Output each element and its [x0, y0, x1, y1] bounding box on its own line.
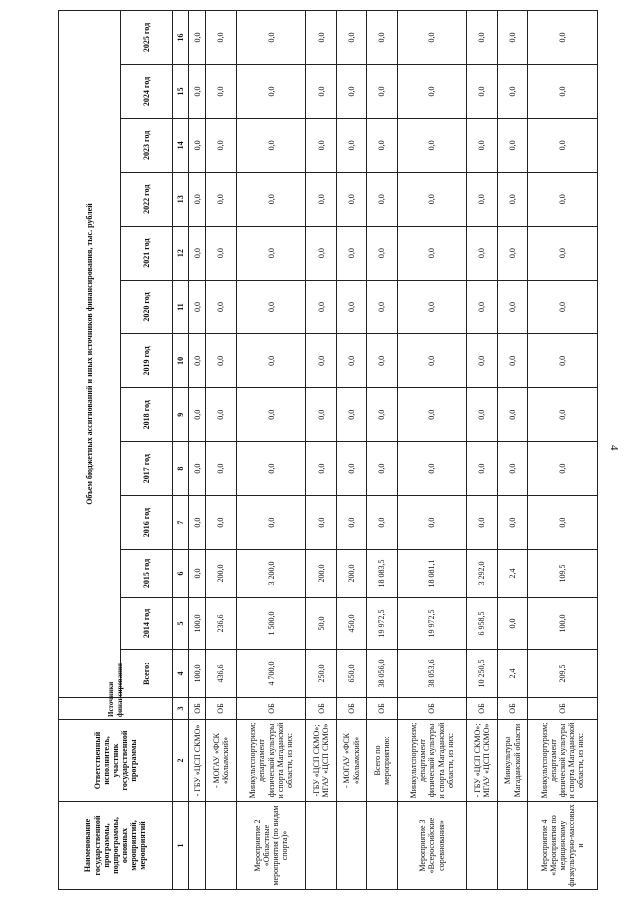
row-value: 10 250,5 — [467, 650, 497, 698]
row-value: 0,0 — [497, 11, 527, 65]
row-value: 1 500,0 — [236, 598, 306, 650]
row-value: 0,0 — [397, 64, 467, 118]
row-value: 0,0 — [467, 388, 497, 442]
table-row — [367, 11, 397, 890]
row-value: 0,0 — [336, 388, 366, 442]
row-value: 0,0 — [528, 280, 598, 334]
row-responsible: Минкультспортуризм; департамент физической культуры и спорта Магаданской области, из них: — [236, 720, 306, 802]
row-value: 0,0 — [467, 172, 497, 226]
row-value: 0,0 — [206, 280, 236, 334]
row-value: 0,0 — [528, 11, 598, 65]
header-year: 2015 год — [121, 550, 173, 598]
row-responsible: -ГБУ «ЦСП СКМО»; МГАУ «ЦСП СКМО» — [306, 720, 336, 802]
row-value: 0,0 — [367, 442, 397, 496]
row-value: 0,0 — [189, 118, 206, 172]
row-source: ОБ — [306, 698, 336, 720]
table-row — [336, 11, 366, 890]
row-value: 0,0 — [236, 496, 306, 550]
row-value: 0,0 — [528, 388, 598, 442]
row-value: 2,4 — [497, 550, 527, 598]
row-value: 0,0 — [367, 226, 397, 280]
row-source: ОБ — [497, 698, 527, 720]
row-value: 0,0 — [497, 118, 527, 172]
row-value: 0,0 — [236, 64, 306, 118]
column-number: 9 — [173, 388, 189, 442]
row-source: ОБ — [467, 698, 497, 720]
row-value: 0,0 — [397, 496, 467, 550]
row-value: 0,0 — [336, 11, 366, 65]
row-value: 0,0 — [528, 118, 598, 172]
row-value: 0,0 — [206, 64, 236, 118]
row-value: 0,0 — [336, 118, 366, 172]
row-value: 0,0 — [367, 496, 397, 550]
row-value: 0,0 — [497, 442, 527, 496]
row-value: 236,6 — [206, 598, 236, 650]
row-name — [336, 802, 366, 890]
column-number: 16 — [173, 11, 189, 65]
table-row — [528, 11, 598, 890]
table-row — [497, 11, 527, 890]
row-responsible: Минкультспортуризм; департамент физической культуры и спорта Магаданской области, из них: — [397, 720, 467, 802]
row-value: 0,0 — [497, 172, 527, 226]
row-value: 0,0 — [306, 334, 336, 388]
column-number: 8 — [173, 442, 189, 496]
row-value: 100,0 — [528, 598, 598, 650]
row-value: 0,0 — [467, 11, 497, 65]
header-year: 2023 год — [121, 118, 173, 172]
row-value: 0,0 — [367, 118, 397, 172]
row-value: 0,0 — [306, 442, 336, 496]
header-name: Наименование государственной программы, подпрограммы, основных мероприятий, мероприятий — [59, 802, 173, 890]
row-value: 0,0 — [367, 64, 397, 118]
row-source: ОБ — [206, 698, 236, 720]
column-number: 12 — [173, 226, 189, 280]
row-value: 0,0 — [236, 11, 306, 65]
row-value: 0,0 — [528, 334, 598, 388]
row-value: 0,0 — [528, 226, 598, 280]
row-value: 0,0 — [206, 118, 236, 172]
row-value: 109,5 — [528, 550, 598, 598]
row-value: 0,0 — [306, 118, 336, 172]
row-value: 0,0 — [236, 280, 306, 334]
row-value: 0,0 — [397, 442, 467, 496]
row-responsible: - МОГАУ «ФСК «Колымский» — [336, 720, 366, 802]
row-value: 200,0 — [306, 550, 336, 598]
row-value: 0,0 — [206, 11, 236, 65]
row-name — [306, 802, 336, 890]
row-responsible: - ГБУ «ЦСП СКМО»; МГАУ «ЦСП СКМО» — [467, 720, 497, 802]
row-name — [189, 802, 206, 890]
column-number: 4 — [173, 650, 189, 698]
row-value: 0,0 — [336, 334, 366, 388]
header-year: 2021 год — [121, 226, 173, 280]
row-value: 18 083,5 — [367, 550, 397, 598]
column-number: 6 — [173, 550, 189, 598]
row-name: Мероприятие 4 «Мероприятия по медицинскому физкультурно-массовых и — [528, 802, 598, 890]
row-value: 0,0 — [367, 334, 397, 388]
row-value: 200,0 — [336, 550, 366, 598]
row-value: 0,0 — [467, 226, 497, 280]
header-year: 2024 год — [121, 64, 173, 118]
column-number: 15 — [173, 64, 189, 118]
table-row — [306, 11, 336, 890]
row-value: 0,0 — [189, 280, 206, 334]
row-value: 0,0 — [306, 388, 336, 442]
row-value: 0,0 — [528, 442, 598, 496]
row-value: 0,0 — [189, 442, 206, 496]
row-value: 0,0 — [236, 442, 306, 496]
table-row — [467, 11, 497, 890]
row-value: 0,0 — [367, 172, 397, 226]
row-value: 0,0 — [206, 172, 236, 226]
row-value: 0,0 — [236, 334, 306, 388]
column-number: 2 — [173, 720, 189, 802]
row-value: 0,0 — [189, 172, 206, 226]
row-source: ОБ — [397, 698, 467, 720]
header-year: 2018 год — [121, 388, 173, 442]
row-value: 0,0 — [206, 496, 236, 550]
column-number: 10 — [173, 334, 189, 388]
header-year: 2025 год — [121, 11, 173, 65]
row-value: 0,0 — [397, 334, 467, 388]
row-value: 0,0 — [306, 226, 336, 280]
row-responsible: Минкультспортуризм; департамент физической культуры и спорта Магаданской области, из них: — [528, 720, 598, 802]
row-value: 0,0 — [236, 172, 306, 226]
row-value: 0,0 — [497, 388, 527, 442]
row-value: 436,6 — [206, 650, 236, 698]
row-value: 0,0 — [306, 11, 336, 65]
row-value: 250,0 — [306, 650, 336, 698]
page-number: 4 — [608, 445, 620, 451]
row-name — [497, 802, 527, 890]
row-name — [467, 802, 497, 890]
header-year: 2014 год — [121, 598, 173, 650]
row-value: 38 056,0 — [367, 650, 397, 698]
row-value: 0,0 — [497, 334, 527, 388]
column-number: 14 — [173, 118, 189, 172]
row-value: 450,0 — [336, 598, 366, 650]
rotated-table-container — [58, 10, 598, 890]
row-value: 650,0 — [336, 650, 366, 698]
row-value: 0,0 — [528, 496, 598, 550]
row-value: 0,0 — [189, 334, 206, 388]
column-number: 11 — [173, 280, 189, 334]
header-responsible: Ответственный исполнитель, участник государственной программы — [59, 720, 173, 802]
row-value: 0,0 — [397, 388, 467, 442]
row-value: 3 200,0 — [236, 550, 306, 598]
row-value: 0,0 — [336, 226, 366, 280]
row-value: 0,0 — [306, 280, 336, 334]
row-value: 6 958,5 — [467, 598, 497, 650]
row-source: ОБ — [236, 698, 306, 720]
row-value: 0,0 — [189, 226, 206, 280]
column-number: 13 — [173, 172, 189, 226]
row-value: 0,0 — [236, 226, 306, 280]
row-value: 100,0 — [189, 650, 206, 698]
row-source: ОБ — [189, 698, 206, 720]
row-value: 0,0 — [497, 598, 527, 650]
row-value: 0,0 — [367, 11, 397, 65]
row-value: 0,0 — [189, 496, 206, 550]
row-responsible: - ГБУ «ЦСП СКМО» — [189, 720, 206, 802]
row-value: 0,0 — [397, 226, 467, 280]
row-value: 0,0 — [189, 550, 206, 598]
row-value: 209,5 — [528, 650, 598, 698]
column-number: 7 — [173, 496, 189, 550]
row-value: 100,0 — [189, 598, 206, 650]
row-value: 0,0 — [236, 388, 306, 442]
row-value: 38 053,6 — [397, 650, 467, 698]
row-value: 0,0 — [397, 11, 467, 65]
row-value: 3 292,0 — [467, 550, 497, 598]
column-number: 3 — [173, 698, 189, 720]
row-value: 0,0 — [206, 388, 236, 442]
header-source: Источники финансирования — [59, 698, 173, 720]
header-total: Всего: — [121, 650, 173, 698]
budget-table — [58, 10, 598, 890]
row-value: 0,0 — [336, 442, 366, 496]
row-responsible: Всего по мероприятию: — [367, 720, 397, 802]
row-value: 0,0 — [367, 388, 397, 442]
row-value: 0,0 — [367, 280, 397, 334]
row-responsible: - МОГАУ «ФСК «Колымский» — [206, 720, 236, 802]
row-value: 0,0 — [397, 118, 467, 172]
row-value: 0,0 — [206, 442, 236, 496]
row-value: 0,0 — [397, 172, 467, 226]
row-name: Мероприятие 2 «Областные мероприятия (по видам спорта)» — [236, 802, 306, 890]
row-value: 0,0 — [306, 172, 336, 226]
header-year: 2016 год — [121, 496, 173, 550]
row-value: 0,0 — [467, 496, 497, 550]
column-number: 1 — [173, 802, 189, 890]
row-value: 0,0 — [336, 64, 366, 118]
table-row — [236, 11, 306, 890]
row-value: 0,0 — [336, 280, 366, 334]
row-value: 0,0 — [528, 64, 598, 118]
header-volume: Объем бюджетных ассигнований и иных источников финансирования, тыс. рублей — [59, 11, 121, 698]
row-value: 50,0 — [306, 598, 336, 650]
row-value: 0,0 — [497, 496, 527, 550]
header-year: 2020 год — [121, 280, 173, 334]
row-value: 2,4 — [497, 650, 527, 698]
row-value: 0,0 — [467, 442, 497, 496]
row-value: 200,0 — [206, 550, 236, 598]
table-row — [206, 11, 236, 890]
row-value: 19 972,5 — [367, 598, 397, 650]
row-value: 0,0 — [497, 226, 527, 280]
column-number: 5 — [173, 598, 189, 650]
header-year: 2017 год — [121, 442, 173, 496]
row-value: 0,0 — [189, 11, 206, 65]
row-value: 0,0 — [206, 334, 236, 388]
row-responsible: Минкультуры Магаданской области — [497, 720, 527, 802]
row-value: 0,0 — [189, 388, 206, 442]
row-value: 0,0 — [467, 334, 497, 388]
table-row — [189, 11, 206, 890]
row-value: 18 081,1 — [397, 550, 467, 598]
row-source: ОБ — [336, 698, 366, 720]
row-name — [367, 802, 397, 890]
row-value: 0,0 — [467, 64, 497, 118]
row-value: 0,0 — [336, 172, 366, 226]
header-year: 2022 год — [121, 172, 173, 226]
row-source: ОБ — [367, 698, 397, 720]
row-value: 0,0 — [528, 172, 598, 226]
row-value: 4 700,0 — [236, 650, 306, 698]
row-source: ОБ — [528, 698, 598, 720]
header-year: 2019 год — [121, 334, 173, 388]
row-value: 0,0 — [497, 280, 527, 334]
row-name — [206, 802, 236, 890]
row-value: 0,0 — [467, 280, 497, 334]
row-value: 0,0 — [236, 118, 306, 172]
row-value: 0,0 — [497, 64, 527, 118]
table-row — [397, 11, 467, 890]
row-value: 0,0 — [336, 496, 366, 550]
row-value: 0,0 — [306, 64, 336, 118]
row-value: 0,0 — [306, 496, 336, 550]
row-value: 0,0 — [206, 226, 236, 280]
row-name: Мероприятие 3 «Всероссийские соревнования» — [397, 802, 467, 890]
row-value: 0,0 — [189, 64, 206, 118]
row-value: 0,0 — [467, 118, 497, 172]
row-value: 0,0 — [397, 280, 467, 334]
row-value: 19 972,5 — [397, 598, 467, 650]
